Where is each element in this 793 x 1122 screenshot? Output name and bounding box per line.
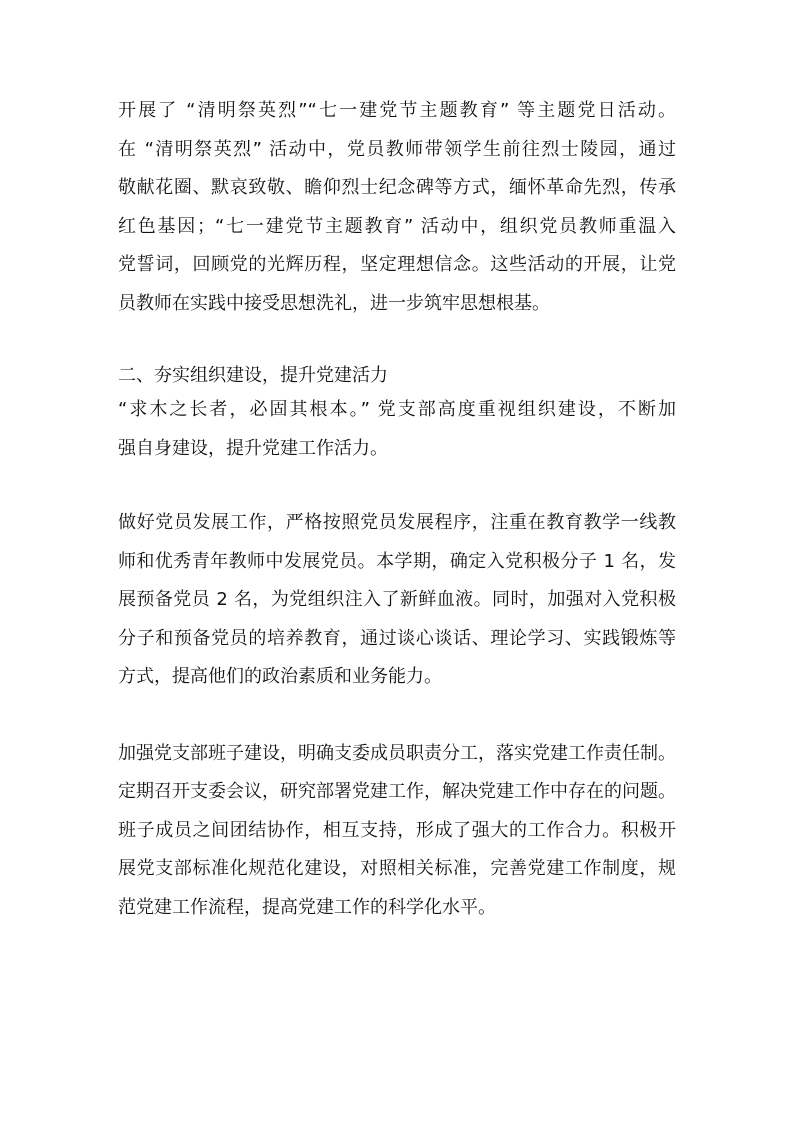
text-line: 做好党员发展工作，严格按照党员发展程序，注重在教育教学一线教 bbox=[118, 512, 676, 533]
text-line: 强自身建设，提升党建工作活力。 bbox=[118, 437, 388, 459]
document-body bbox=[118, 92, 676, 927]
text-line: 展预备党员 2 名，为党组织注入了新鲜血液。同时，加强对入党积极 bbox=[118, 589, 676, 610]
text-line: 员教师在实践中接受思想洗礼，进一步筑牢思想根基。 bbox=[118, 292, 550, 314]
paragraph-team-building bbox=[118, 735, 676, 928]
text-line: 加强党支部班子建设，明确支委成员职责分工，落实党建工作责任制。 bbox=[118, 742, 676, 764]
text-line: 定期召开支委会议，研究部署党建工作，解决党建工作中存在的问题。 bbox=[118, 781, 676, 802]
paragraph-spacer bbox=[118, 323, 676, 361]
paragraph-member-development bbox=[118, 504, 676, 697]
paragraph-quote bbox=[118, 391, 676, 468]
text-line: 班子成员之间团结协作，相互支持，形成了强大的工作合力。积极开 bbox=[118, 819, 676, 841]
text-line: 在 “清明祭英烈” 活动中，党员教师带领学生前往烈士陵园，通过 bbox=[118, 138, 676, 160]
text-line: 分子和预备党员的培养教育，通过谈心谈话、理论学习、实践锻炼等 bbox=[118, 627, 676, 649]
paragraph-spacer bbox=[118, 697, 676, 735]
text-line: 师和优秀青年教师中发展党员。本学期，确定入党积极分子 1 名，发 bbox=[118, 550, 676, 572]
text-line: 范党建工作流程，提高党建工作的科学化水平。 bbox=[118, 896, 496, 918]
section-heading: 二、夯实组织建设，提升党建活力 bbox=[118, 365, 388, 386]
text-line: 方式，提高他们的政治素质和业务能力。 bbox=[118, 666, 442, 687]
text-line: 展党支部标准化规范化建设，对照相关标准，完善党建工作制度，规 bbox=[118, 858, 676, 879]
text-line: 红色基因；“七一建党节主题教育” 活动中，组织党员教师重温入 bbox=[118, 215, 676, 237]
text-line: 党誓词，回顾党的光辉历程，坚定理想信念。这些活动的开展，让党 bbox=[118, 254, 676, 275]
text-line: 敬献花圈、默哀致敬、瞻仰烈士纪念碑等方式，缅怀革命先烈，传承 bbox=[118, 177, 676, 198]
text-line: “求木之长者，必固其根本。” 党支部高度重视组织建设，不断加 bbox=[118, 399, 676, 420]
paragraph-activities bbox=[118, 92, 676, 323]
text-line: 开展了 “清明祭英烈”“七一建党节主题教育” 等主题党日活动。 bbox=[118, 100, 676, 121]
paragraph-spacer bbox=[118, 468, 676, 504]
